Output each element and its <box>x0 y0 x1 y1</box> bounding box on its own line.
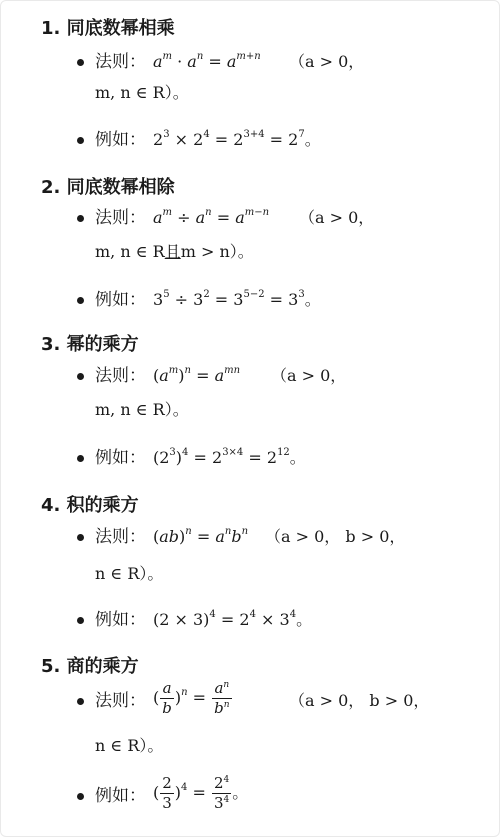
rule-condition-cont: n ∈ R）。 <box>95 564 164 583</box>
fraction: $\frac{a^n}{b^n}$ <box>214 679 230 717</box>
example-formula: $3^5 \div 3^2 = 3^{5-2} = 3^3$。 <box>153 289 321 309</box>
rule-condition: （a > 0， <box>299 208 375 227</box>
bullet-icon <box>77 215 84 222</box>
rule-condition: （a > 0， b > 0， <box>289 691 430 710</box>
period: 。 <box>304 130 321 149</box>
bullet-icon <box>77 698 84 705</box>
example-label: 例如： <box>95 448 146 468</box>
rule-condition: （a > 0， b > 0， <box>265 527 406 546</box>
example-formula: $(2 \times 3)^4 = 2^4 \times 3^4$。 <box>153 609 313 629</box>
rule-label: 法则： <box>95 52 146 72</box>
rule-condition: （a > 0， <box>289 52 365 71</box>
rule-label: 法则： <box>95 366 146 386</box>
rule-label: 法则： <box>95 691 146 711</box>
example-label: 例如： <box>95 130 146 150</box>
example-label: 例如： <box>95 786 146 806</box>
rule-formula: $a^m \div a^n = a^{m-n}$ <box>153 207 270 227</box>
bullet-icon <box>77 455 84 462</box>
rule-formula: $(ab)^n = a^nb^n$ <box>153 526 249 546</box>
section-title: 4. 积的乘方 <box>41 495 139 516</box>
rule-formula: $a^m \cdot a^n = a^{m+n}$ <box>153 51 261 71</box>
conjunction: 且 <box>164 242 181 261</box>
example-formula: $2^3 \times 2^4 = 2^{3+4} = 2^7$。 <box>153 129 321 149</box>
section-title: 3. 幂的乘方 <box>41 334 139 355</box>
condition-set: m, n ∈ R <box>95 242 165 261</box>
bullet-icon <box>77 59 84 66</box>
example-label: 例如： <box>95 610 146 630</box>
rule-label: 法则： <box>95 208 146 228</box>
rule-condition-cont: m, n ∈ R）。 <box>95 83 189 102</box>
rule-condition-cont <box>95 240 254 264</box>
section-title: 5. 商的乘方 <box>41 656 139 677</box>
rule-condition: （a > 0， <box>271 366 347 385</box>
rule-formula: $(a^m)^n = a^{mn}$ <box>153 365 241 385</box>
bullet-icon <box>77 373 84 380</box>
period: 。 <box>232 783 249 802</box>
bullet-icon <box>77 534 84 541</box>
bullet-icon <box>77 617 84 624</box>
rule-formula: ( $\frac{a}{b}$ )$^n$ = $\frac{a^n}{b^n}$ <box>153 679 230 717</box>
rule-condition-cont: m, n ∈ R）。 <box>95 400 189 419</box>
fraction: $\frac{a}{b}$ <box>162 679 172 717</box>
bullet-icon <box>77 137 84 144</box>
section-title: 2. 同底数幂相除 <box>41 177 175 198</box>
period: 。 <box>296 610 313 629</box>
bullet-icon <box>77 793 84 800</box>
period: 。 <box>304 290 321 309</box>
rule-condition-cont: n ∈ R）。 <box>95 736 164 755</box>
period: 。 <box>289 448 306 467</box>
example-formula: $(2^3)^4 = 2^{3\times 4} = 2^{12}$。 <box>153 447 306 467</box>
section-title: 1. 同底数幂相乘 <box>41 18 175 39</box>
rule-label: 法则： <box>95 527 146 547</box>
fraction: $\frac{2}{3}$ <box>162 774 172 812</box>
bullet-icon <box>77 297 84 304</box>
fraction: $\frac{2^4}{3^4}$ <box>214 774 230 812</box>
example-label: 例如： <box>95 290 146 310</box>
example-formula: ( $\frac{2}{3}$ )$^4$ = $\frac{2^4}{3^4}$ 。 <box>153 774 249 812</box>
condition-order: m > n）。 <box>180 242 254 261</box>
